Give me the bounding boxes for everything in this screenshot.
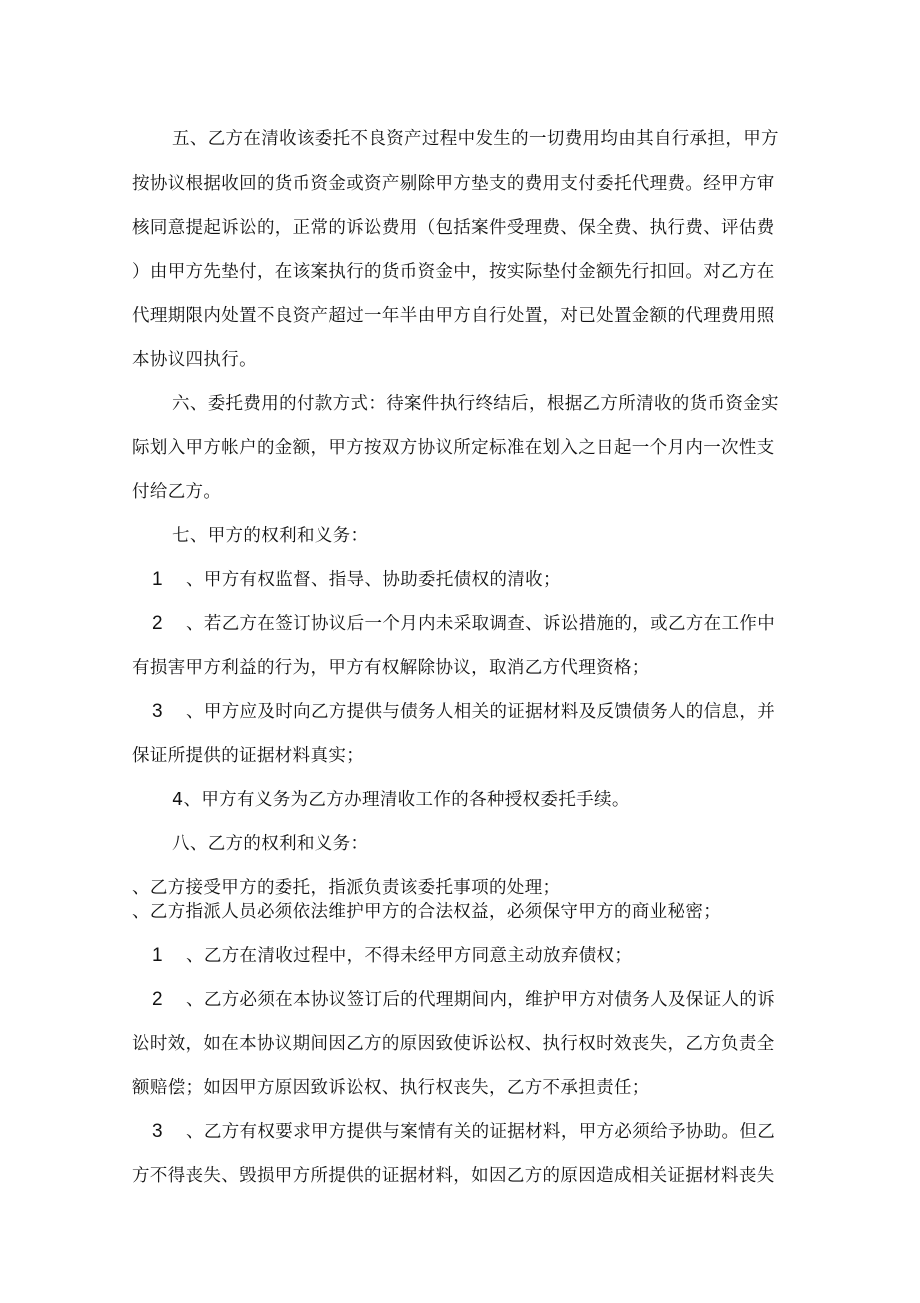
paragraph-5-line-5: 代理期限内处置不良资产超过一年半由甲方自行处置，对已处置金额的代理费用照 — [132, 306, 775, 326]
item-8-3-line-1 — [152, 1120, 775, 1144]
item-7-2-line-1 — [152, 612, 775, 636]
item-text: 、甲方有权监督、指导、协助委托债权的清收； — [186, 570, 561, 590]
item-number: 1 — [152, 945, 163, 966]
item-8-b: 、乙方指派人员必须依法维护甲方的合法权益，必须保守甲方的商业秘密； — [132, 902, 722, 922]
item-number: 3 — [152, 1121, 163, 1142]
item-number: 3 — [152, 701, 163, 722]
paragraph-6-line-3: 付给乙方。 — [132, 482, 222, 502]
item-8-3-line-2: 方不得丧失、毁损甲方所提供的证据材料，如因乙方的原因造成相关证据材料丧失 — [132, 1166, 775, 1186]
paragraph-5-line-4: ）由甲方先垫付，在该案执行的货币资金中，按实际垫付金额先行扣回。对乙方在 — [132, 262, 775, 282]
item-8-2-line-1 — [152, 988, 775, 1012]
item-text: 、若乙方在签订协议后一个月内未采取调查、诉讼措施的，或乙方在工作中 — [186, 614, 776, 634]
item-number: 2 — [152, 989, 163, 1010]
item-7-2-line-2: 有损害甲方利益的行为，甲方有权解除协议，取消乙方代理资格； — [132, 658, 650, 678]
item-text: 、甲方应及时向乙方提供与债务人相关的证据材料及反馈债务人的信息，并 — [186, 702, 776, 722]
paragraph-5-line-6: 本协议四执行。 — [132, 350, 257, 370]
section-7-heading: 七、甲方的权利和义务： — [172, 526, 369, 546]
paragraph-6-line-2: 际划入甲方帐户的金额，甲方按双方协议所定标准在划入之日起一个月内一次性支 — [132, 438, 775, 458]
item-text: 、乙方在清收过程中，不得未经甲方同意主动放弃债权； — [186, 946, 633, 966]
paragraph-5-line-1: 五、乙方在清收该委托不良资产过程中发生的一切费用均由其自行承担，甲方 — [172, 129, 779, 149]
item-7-3-line-2: 保证所提供的证据材料真实； — [132, 746, 365, 766]
item-8-1 — [152, 944, 632, 968]
item-8-a: 、乙方接受甲方的委托，指派负责该委托事项的处理； — [132, 878, 561, 898]
section-8-heading: 八、乙方的权利和义务： — [172, 834, 369, 854]
item-7-1 — [152, 568, 561, 592]
item-number: 1 — [152, 569, 163, 590]
item-8-2-line-3: 额赔偿；如因甲方原因致诉讼权、执行权丧失，乙方不承担责任； — [132, 1078, 650, 1098]
item-7-4: 4、甲方有义务为乙方办理清收工作的各种授权委托手续。 — [172, 790, 630, 810]
item-text: 、乙方必须在本协议签订后的代理期间内，维护甲方对债务人及保证人的诉 — [186, 990, 776, 1010]
item-8-2-line-2: 讼时效，如在本协议期间因乙方的原因致使诉讼权、执行权时效丧失，乙方负责全 — [132, 1034, 775, 1054]
paragraph-5-line-3: 核同意提起诉讼的，正常的诉讼费用（包括案件受理费、保全费、执行费、评估费 — [132, 218, 775, 238]
item-text: 、乙方有权要求甲方提供与案情有关的证据材料，甲方必须给予协助。但乙 — [186, 1122, 776, 1142]
item-number: 2 — [152, 613, 163, 634]
paragraph-5-line-2: 按协议根据收回的货币资金或资产剔除甲方垫支的费用支付委托代理费。经甲方审 — [132, 174, 775, 194]
item-7-3-line-1 — [152, 700, 775, 724]
paragraph-6-line-1: 六、委托费用的付款方式：待案件执行终结后，根据乙方所清收的货币资金实 — [172, 394, 779, 414]
